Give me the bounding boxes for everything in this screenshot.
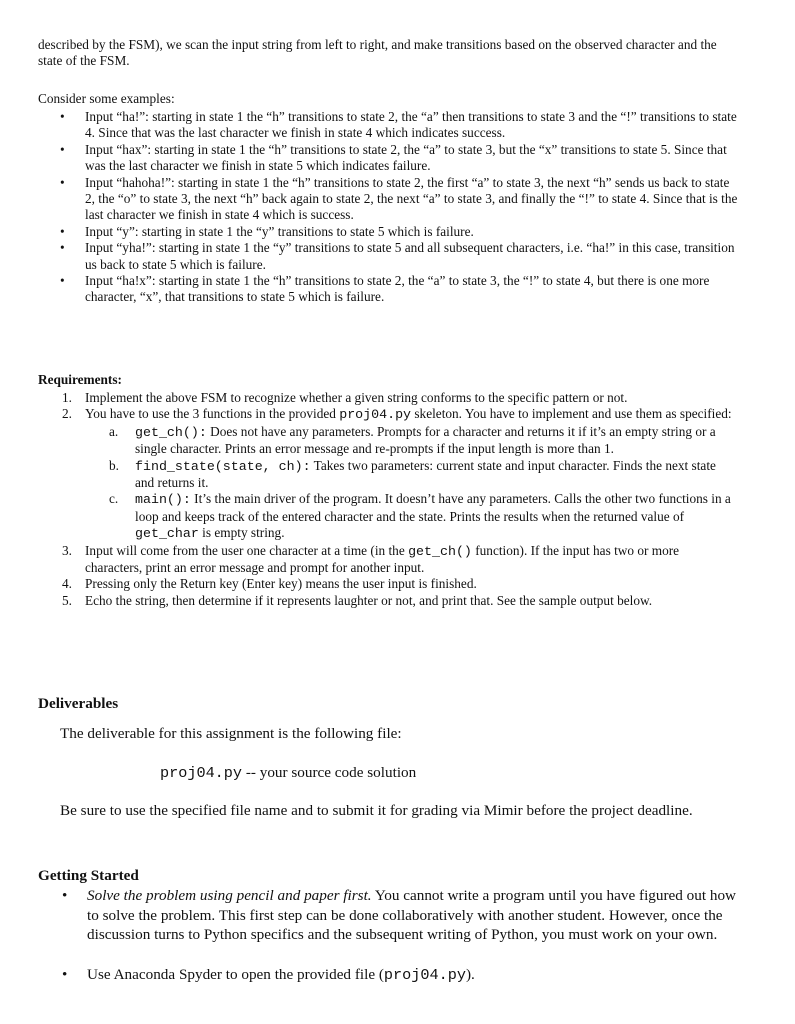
requirement-item — [38, 593, 738, 609]
example-item: • Input “yha!”: starting in state 1 the “y” transitions to state 5 and all subsequent characters, i.e. “ha!” in this case, transition us back to state 5 which is failure. — [38, 240, 738, 273]
deliverable-description: -- your source code solution — [242, 764, 417, 781]
function-item — [85, 458, 738, 492]
getting-started-text: You cannot write a program until you have figured out how to solve the problem. This first step can be done collaboratively with another student. However, once the discussion turns to Python specifics and the subsequent writing of Python, you must work on your own. — [87, 887, 737, 943]
example-item: • Input “y”: starting in state 1 the “y” transitions to state 5 which is failure. — [38, 224, 738, 240]
requirements-heading: Requirements: — [38, 372, 122, 387]
deliverable-filename: proj04.py — [160, 764, 243, 782]
example-item: • Input “hahoha!”: starting in state 1 the “h” transitions to state 2, the first “a” to state 3, the next “h” sends us back to state 2, the “o” to state 3, the next “h” back again to state 2, the next “a” to state 3, and finally the “!” to state 4. Since that is the last character we finish in state 4 which is success. — [38, 175, 738, 224]
requirement-number: 1. — [62, 390, 72, 405]
requirements-list — [38, 390, 738, 609]
getting-started-text: ). — [465, 965, 475, 983]
code-filename: proj04.py — [383, 965, 466, 984]
example-item: • Input “ha!”: starting in state 1 the “h” transitions to state 2, the “a” then transitions to state 3 and the “!” transitions to state 4. Since that was the last character we finish in state 4 which indicates success. — [38, 109, 738, 142]
requirement-number: 4. — [62, 576, 72, 592]
function-letter: a. — [109, 423, 119, 439]
requirement-text: Pressing only the Return key (Enter key) means the user input is finished. — [85, 576, 477, 592]
function-signature: main(): — [135, 492, 191, 508]
function-description: is empty string. — [198, 525, 285, 541]
requirement-number: 3. — [62, 542, 72, 558]
getting-started-item — [38, 965, 738, 986]
emphasis-text: Solve the problem using pencil and paper first. — [87, 887, 372, 904]
requirement-item — [38, 406, 738, 542]
requirement-text: function). If the input has two or more characters, print an error message and prompt for another input. — [85, 542, 680, 576]
requirement-text: Input will come from the user one character at a time (in the — [85, 542, 409, 558]
examples-heading: Consider some examples: — [38, 91, 175, 106]
getting-started-list — [38, 886, 738, 985]
function-signature: find_state(state, ch): — [135, 458, 311, 474]
function-name: get_char — [135, 526, 199, 542]
requirement-number: 2. — [62, 406, 72, 422]
getting-started-text: Use Anaconda Spyder to open the provided file ( — [87, 965, 384, 983]
function-letter: c. — [109, 491, 119, 507]
function-item — [85, 491, 738, 542]
requirement-item — [38, 576, 738, 592]
function-letter: b. — [109, 457, 119, 473]
requirement-text: You have to use the 3 functions in the provided — [85, 406, 340, 422]
deliverables-text: The deliverable for this assignment is the following file: — [60, 725, 402, 742]
deliverable-file — [160, 763, 416, 784]
function-name: get_ch() — [408, 543, 472, 559]
deliverables-note: Be sure to use the specified file name and to submit it for grading via Mimir before the project deadline. — [60, 802, 693, 819]
requirement-item — [38, 543, 738, 577]
requirement-number: 5. — [62, 592, 72, 608]
requirement-text: Echo the string, then determine if it represents laughter or not, and print that. See the sample output below. — [85, 592, 653, 608]
function-description: It’s the main driver of the program. It doesn’t have any parameters. Calls the other two functions in a loop and keeps track of the entered character and the state. Prints the results when the returned value of — [135, 491, 731, 524]
requirement-text: skeleton. You have to implement and use them as specified: — [411, 406, 732, 422]
example-item: • Input “hax”: starting in state 1 the “h” transitions to state 2, the “a” to state 3, but the “x” transitions to state 5. Since that was the last character we finish in state 5 which indicates failure. — [38, 142, 738, 175]
getting-started-item — [38, 886, 738, 945]
requirement-text: Implement the above FSM to recognize whether a given string conforms to the specific pattern or not. — [85, 390, 628, 405]
function-description: Takes two parameters: current state and input character. Finds the next state and returns it. — [135, 457, 716, 491]
function-list — [85, 424, 738, 543]
requirement-item — [38, 390, 738, 406]
code-filename: proj04.py — [339, 407, 412, 423]
deliverables-heading: Deliverables — [38, 695, 119, 712]
function-signature: get_ch(): — [135, 424, 207, 440]
function-item — [85, 424, 738, 458]
function-description: Does not have any parameters. Prompts for a character and returns it if it’s an empty string or a single character. Prints an error message and re-prompts if the input length is more than 1. — [135, 423, 716, 457]
getting-started-heading: Getting Started — [38, 867, 139, 884]
example-item: • Input “ha!x”: starting in state 1 the “h” transitions to state 2, the “a” to state 3, the “!” to state 4, but there is one more character, “x”, that transitions to state 5 which is failure. — [38, 273, 738, 306]
examples-list — [38, 109, 738, 306]
intro-paragraph: described by the FSM), we scan the input string from left to right, and make transitions based on the observed character and the state of the FSM. — [38, 37, 717, 69]
